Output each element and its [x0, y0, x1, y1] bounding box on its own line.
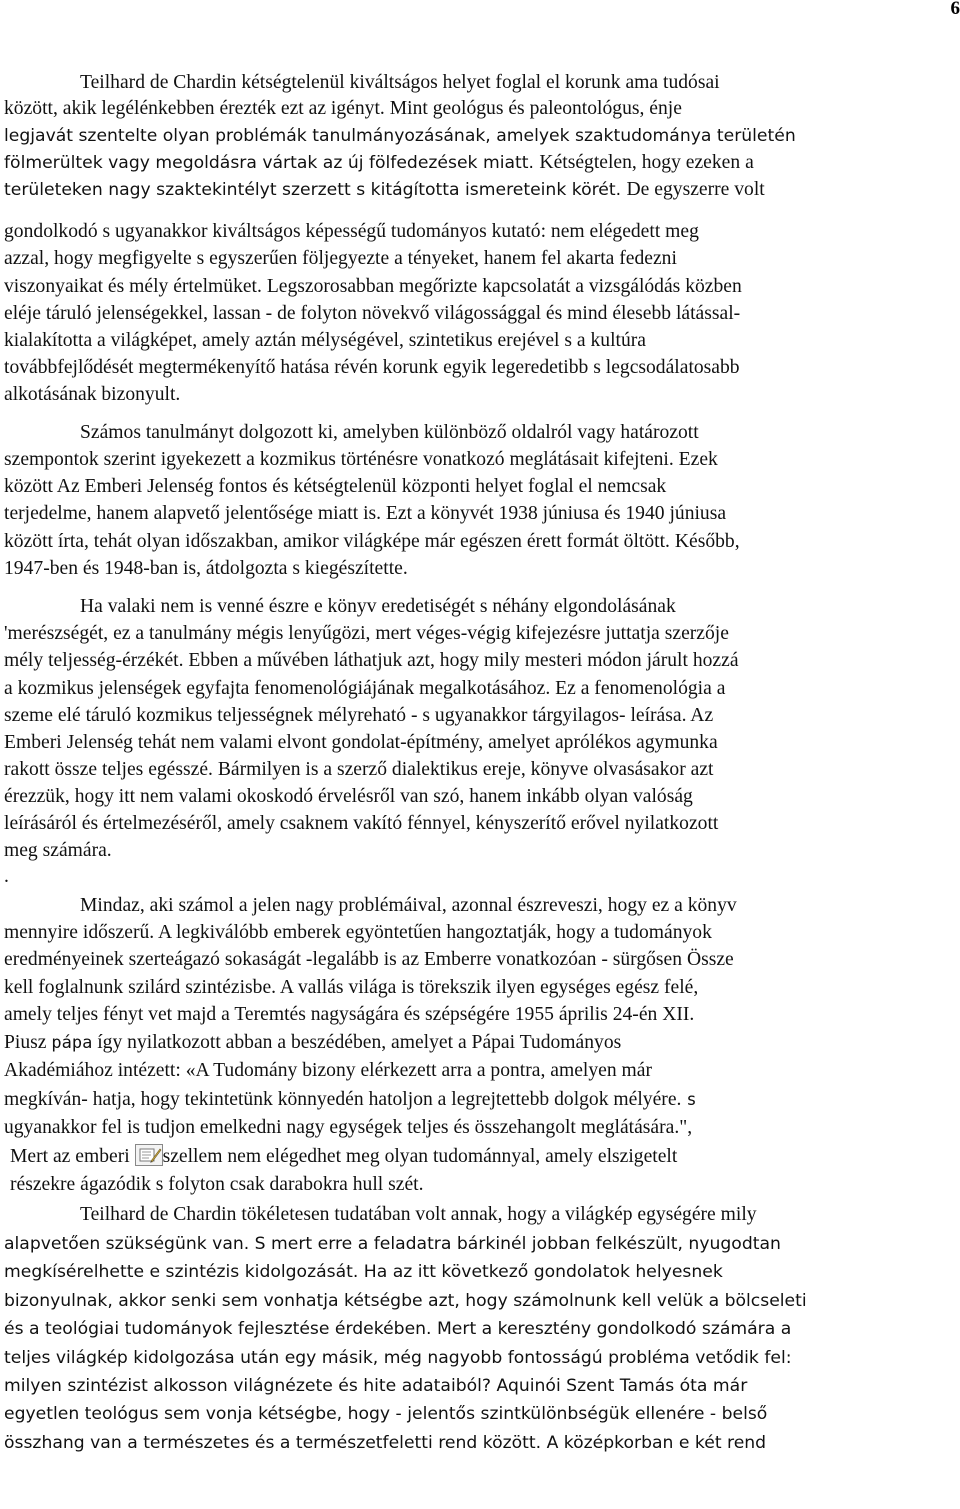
text-line: megkísérelhette e szintézis kidolgozását. Ha az itt következő gondolatok helyesnek: [4, 1262, 723, 1282]
text-line: kell foglalnunk szilárd szintézisbe. A vallás világa is törekszik ilyen egységes egész felé,: [4, 977, 699, 998]
text-line: részekre ágazódik s folyton csak darabokra hull szét.: [10, 1174, 424, 1195]
mono-letter: s: [686, 1090, 697, 1110]
text-line: szempontok szerint igyekezett a kozmikus történésre vonatkozó meglátásait kifejteni. Ezek: [4, 449, 718, 470]
text-line: alapvetően szükségünk van. S mert erre a feladatra bárkinél jobban felkészült, nyugodtan: [4, 1234, 781, 1254]
text-line: fölmerültek vagy megoldásra vártak az új fölfedezések miatt. Kétségtelen, hogy ezeken a: [4, 152, 754, 173]
text-line: amely teljes fényt vet majd a Teremtés nagyságára és szépségére 1955 április 24-én XII.: [4, 1004, 695, 1025]
text-line: Mindaz, aki számol a jelen nagy problémáival, azonnal észreveszi, hogy ez a könyv: [80, 895, 737, 916]
text-line: legjavát szentelte olyan problémák tanulmányozásának, amelyek szaktudománya területén: [4, 126, 796, 146]
text-line: területeken nagy szaktekintélyt szerzett s kitágította ismereteink körét. De egyszerre volt: [4, 179, 765, 200]
text-line: Számos tanulmányt dolgozott ki, amelyben különböző oldalról vagy határozott: [80, 422, 699, 443]
text-line: között Az Emberi Jelenség fontos és kétségtelenül központi helyet foglal el nemcsak: [4, 476, 667, 497]
text-line: rakott össze teljes egésszé. Bármilyen is a szerző dialektikus ereje, könyve olvasásakor azt: [4, 759, 714, 780]
text-line: leírásáról és értelmezéséről, amely csaknem vakító fénnyel, kényszerítő erővel nyilatkozott: [4, 813, 719, 834]
pencil-note-icon: [135, 1144, 163, 1166]
text-line: meg számára.: [4, 840, 112, 861]
text-line: eléje táruló jelenségekkel, lassan - de folyton növekvő világossággal és mind élesebb látással-: [4, 303, 741, 324]
text-line: terjedelme, hanem alapvető jelentősége miatt is. Ezt a könyvét 1938 júniusa és 1940 júniusa: [4, 503, 727, 524]
text-line: kialakította a világképet, amely aztán mélységével, szintetikus erejével s a kultúra: [4, 330, 646, 351]
mono-word: pápa: [51, 1033, 93, 1053]
text-line: 'merészségét, ez a tanulmány mégis lenyűgözi, mert véges-végig kifejezésre juttatja szerzője: [4, 623, 729, 644]
text-line: .: [4, 866, 9, 887]
text-line: Piusz pápa így nyilatkozott abban a beszédében, amelyet a Pápai Tudományos: [4, 1032, 622, 1053]
text-line: milyen szintézist alkosson világnézete és hite adataiból? Aquinói Szent Tamás óta már: [4, 1376, 748, 1396]
text-line: bizonyulnak, akkor senki sem vonhatja kétségbe azt, hogy számolnunk kell velük a bölcseleti: [4, 1291, 807, 1311]
text-line: a kozmikus jelenségek egyfajta fenomenológiájának megalkotásához. Ez a fenomenológia a: [4, 678, 726, 699]
text-line: egyetlen teológus sem vonja kétségbe, hogy - jelentős szintkülönbségük ellenére - belső: [4, 1404, 768, 1424]
text-line: Teilhard de Chardin kétségtelenül kiváltságos helyet foglal el korunk ama tudósai: [80, 72, 720, 93]
text-line: között írta, tehát olyan időszakban, amikor világképe már egészen érett formát öltött. Később,: [4, 531, 740, 552]
text-line: Teilhard de Chardin tökéletesen tudatában volt annak, hogy a világkép egységére mily: [80, 1204, 757, 1225]
text-line: ugyanakkor fel is tudjon emelkedni nagy egységek teljes és összehangolt meglátására.",: [4, 1117, 693, 1138]
text-line: eredményeinek szerteágazó sokaságát -legalább is az Emberre vonatkozóan - sürgősen Össze: [4, 949, 734, 970]
text-line: azzal, hogy megfigyelte s egyszerűen följegyezte a tényeket, hanem fel akarta fedezni: [4, 248, 677, 269]
text-line: és a teológiai tudományok fejlesztése érdekében. Mert a keresztény gondolkodó számára a: [4, 1319, 792, 1339]
text-line: mély teljesség-érzékét. Ebben a művében láthatjuk azt, hogy mily mesteri módon járult hozzá: [4, 650, 739, 671]
text-line: szeme elé táruló kozmikus teljességnek mélyreható - s ugyanakkor tárgyilagos- leírása. Az: [4, 705, 714, 726]
text-line: megkíván- hatja, hogy tekintetünk könnyedén hatoljon a legrejtettebb dolgok mélyére. s: [4, 1089, 697, 1110]
text-line: érezzük, hogy itt nem valami okoskodó érvelésről van szó, hanem inkább olyan valóság: [4, 786, 693, 807]
text-line: Emberi Jelenség tehát nem valami elvont gondolat-építmény, amelyet aprólékos agymunka: [4, 732, 718, 753]
text-line: Mert az emberi szellem nem elégedhet meg olyan tudománnyal, amely elszigetelt: [10, 1146, 678, 1167]
page-number: 6: [950, 0, 960, 19]
text-line: között, akik legélénkebben érezték ezt az igényt. Mint geológus és paleontológus, énje: [4, 98, 682, 119]
text-line: Akadémiához intézett: «A Tudomány bizony elérkezett arra a pontra, amelyen már: [4, 1060, 652, 1081]
text-line: továbbfejlődését megtermékenyítő hatása révén korunk egyik legeredetibb s legcsodálatosabb: [4, 357, 740, 378]
text-line: 1947-ben és 1948-ban is, átdolgozta s kiegészítette.: [4, 558, 408, 579]
text-line: mennyire időszerű. A legkiválóbb emberek egyöntetűen hangoztatják, hogy a tudományok: [4, 922, 712, 943]
text-line: teljes világkép kidolgozása után egy másik, még nagyobb fontosságú probléma vetődik fel:: [4, 1348, 792, 1368]
text-line: Ha valaki nem is venné észre e könyv eredetiségét s néhány elgondolásának: [80, 596, 676, 617]
text-line: viszonyaikat és mély értelmüket. Legszorosabban megőrizte kapcsolatát a vizsgálódás közben: [4, 276, 742, 297]
text-line: alkotásának bizonyult.: [4, 384, 181, 405]
text-line: összhang van a természetes és a természetfeletti rend között. A középkorban e két rend: [4, 1433, 767, 1453]
text-line: gondolkodó s ugyanakkor kiváltságos képességű tudományos kutató: nem elégedett meg: [4, 221, 699, 242]
